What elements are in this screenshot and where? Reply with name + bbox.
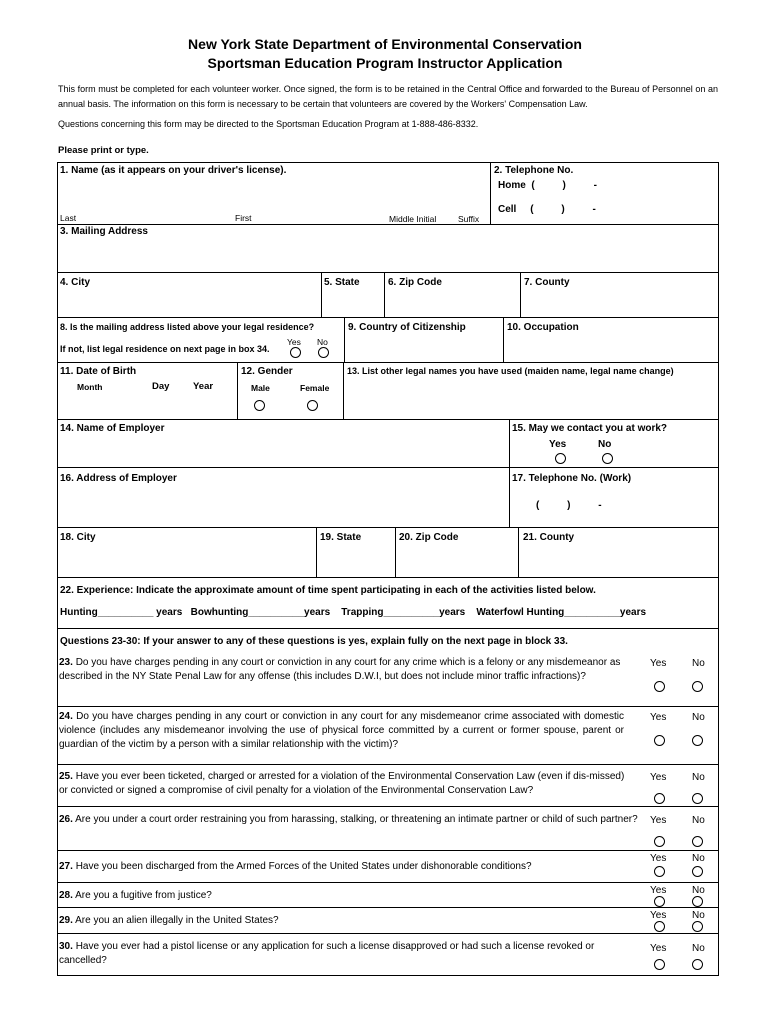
legal-residence-note: If not, list legal residence on next page in box 34. — [60, 344, 270, 354]
q29-no-label: No — [692, 910, 705, 921]
q24-no-label: No — [692, 712, 705, 723]
q24-no-radio[interactable] — [692, 735, 703, 746]
q30-yes-label: Yes — [650, 943, 667, 954]
suffix-label: Suffix — [458, 214, 480, 224]
form-title: New York State Department of Environmental Conservation — [188, 36, 582, 52]
employer-name-label: 14. Name of Employer — [60, 423, 165, 434]
dob-year-label: Year — [193, 381, 214, 392]
name-label: 1. Name (as it appears on your driver's license). — [60, 165, 287, 176]
q29-yes-radio[interactable] — [654, 921, 665, 932]
citizenship-label: 9. Country of Citizenship — [348, 322, 466, 333]
mailing-address-label: 3. Mailing Address — [60, 226, 148, 237]
employer-zip-label: 20. Zip Code — [399, 532, 459, 543]
home-phone-field[interactable]: Home ( ) - — [498, 180, 597, 191]
question-25: 25. Have you ever been ticketed, charged or arrested for a violation of the Environmental Conservation Law (even if dis-missed) or convicted or signed a compromise of civil penalty for a violation of the Environmental Conservation Law? — [59, 771, 625, 796]
q28-yes-label: Yes — [650, 885, 667, 896]
contact-note: Questions concerning this form may be directed to the Sportsman Education Program at 1-888-486-8332. — [58, 119, 479, 129]
q27-no-radio[interactable] — [692, 866, 703, 877]
experience-line[interactable]: Hunting__________ years Bowhunting__________years Trapping__________years Waterfowl Hunting__________years — [60, 607, 647, 618]
q23-no-radio[interactable] — [692, 681, 703, 692]
question-27: 27. Have you been discharged from the Armed Forces of the United States under dishonorable conditions? — [59, 861, 532, 872]
q26-no-label: No — [692, 815, 705, 826]
contact-at-work-label: 15. May we contact you at work? — [512, 423, 668, 434]
q23-no-label: No — [692, 658, 705, 669]
intro-paragraph: This form must be completed for each volunteer worker. Once signed, the form is to be retained in the Central Office and forwarded to the Bureau of Personnel on an annual basis. The information on this form is necessary to be certain that volunteers are covered by the Workers' Compensation Law. — [58, 84, 718, 109]
question-29: 29. Are you an alien illegally in the United States? — [59, 915, 279, 926]
male-label: Male — [251, 383, 270, 393]
q29-no-radio[interactable] — [692, 921, 703, 932]
q28-yes-radio[interactable] — [654, 896, 665, 907]
q26-yes-label: Yes — [650, 815, 667, 826]
q27-yes-label: Yes — [650, 853, 667, 864]
q24-yes-label: Yes — [650, 712, 667, 723]
q26-yes-radio[interactable] — [654, 836, 665, 847]
legal-residence-question: 8. Is the mailing address listed above your legal residence? — [60, 322, 315, 332]
employer-county-label: 21. County — [523, 532, 575, 543]
question-24: 24. Do you have charges pending in any court or conviction in any court for any misdemeanor crime associated with domestic violence (includes any misdemeanor involving the use of physical force committed by a current or former spouse, parent or guardian of the victim by a person with a similar relationship with the victim)? — [59, 711, 624, 750]
question-26: 26. Are you under a court order restraining you from harassing, stalking, or threatening an intimate partner or child of such partner? — [59, 814, 638, 825]
residence-no-radio[interactable] — [318, 347, 329, 358]
q28-no-radio[interactable] — [692, 896, 703, 907]
experience-label: 22. Experience: Indicate the approximate amount of time spent participating in each of the activities listed below. — [60, 585, 596, 596]
q25-no-label: No — [692, 772, 705, 783]
dob-month-label: Month — [77, 382, 103, 392]
middle-initial-label: Middle Initial — [389, 214, 437, 224]
q25-yes-label: Yes — [650, 772, 667, 783]
male-radio[interactable] — [254, 400, 265, 411]
contact-no-radio[interactable] — [602, 453, 613, 464]
county-label: 7. County — [524, 277, 570, 288]
q25-yes-radio[interactable] — [654, 793, 665, 804]
work-phone-field[interactable]: ( ) - — [536, 500, 602, 511]
q30-yes-radio[interactable] — [654, 959, 665, 970]
female-label: Female — [300, 383, 330, 393]
employer-state-label: 19. State — [320, 532, 362, 543]
occupation-label: 10. Occupation — [507, 322, 579, 333]
state-label: 5. State — [324, 277, 360, 288]
residence-no-label: No — [317, 337, 328, 347]
employer-address-label: 16. Address of Employer — [60, 473, 177, 484]
residence-yes-label: Yes — [287, 337, 301, 347]
mailing-address-field[interactable] — [60, 240, 715, 270]
q24-yes-radio[interactable] — [654, 735, 665, 746]
q27-yes-radio[interactable] — [654, 866, 665, 877]
employer-city-label: 18. City — [60, 532, 96, 543]
zip-code-label: 6. Zip Code — [388, 277, 442, 288]
q29-yes-label: Yes — [650, 910, 667, 921]
female-radio[interactable] — [307, 400, 318, 411]
contact-yes-label: Yes — [549, 439, 567, 450]
questions-header: Questions 23-30: If your answer to any of these questions is yes, explain fully on the next page in block 33. — [60, 636, 568, 647]
contact-yes-radio[interactable] — [555, 453, 566, 464]
first-name-label: First — [235, 213, 252, 223]
last-name-label: Last — [60, 213, 77, 223]
cell-phone-field[interactable]: Cell ( ) - — [498, 204, 596, 215]
q27-no-label: No — [692, 853, 705, 864]
telephone-label: 2. Telephone No. — [494, 165, 574, 176]
q30-no-label: No — [692, 943, 705, 954]
q25-no-radio[interactable] — [692, 793, 703, 804]
gender-label: 12. Gender — [241, 366, 293, 377]
q23-yes-radio[interactable] — [654, 681, 665, 692]
print-instruction: Please print or type. — [58, 145, 149, 156]
question-23: 23. Do you have charges pending in any court or conviction in any court for any crime which is a felony or any misdemeanor as described in the NY State Penal Law for any offense (this includes D.W.I, but does not include minor traffic infractions)? — [59, 657, 621, 682]
question-28: 28. Are you a fugitive from justice? — [59, 890, 212, 901]
q30-no-radio[interactable] — [692, 959, 703, 970]
city-label: 4. City — [60, 277, 91, 288]
work-phone-label: 17. Telephone No. (Work) — [512, 473, 632, 484]
form-subtitle: Sportsman Education Program Instructor Application — [207, 55, 563, 71]
question-30: 30. Have you ever had a pistol license or any application for such a license disapproved or had such a license revoked or cancelled? — [59, 941, 595, 966]
dob-day-label: Day — [152, 381, 170, 392]
residence-yes-radio[interactable] — [290, 347, 301, 358]
other-names-label: 13. List other legal names you have used (maiden name, legal name change) — [347, 366, 674, 376]
q26-no-radio[interactable] — [692, 836, 703, 847]
q28-no-label: No — [692, 885, 705, 896]
name-field[interactable] — [60, 180, 485, 210]
contact-no-label: No — [598, 439, 612, 450]
q23-yes-label: Yes — [650, 658, 667, 669]
dob-label: 11. Date of Birth — [60, 366, 137, 377]
